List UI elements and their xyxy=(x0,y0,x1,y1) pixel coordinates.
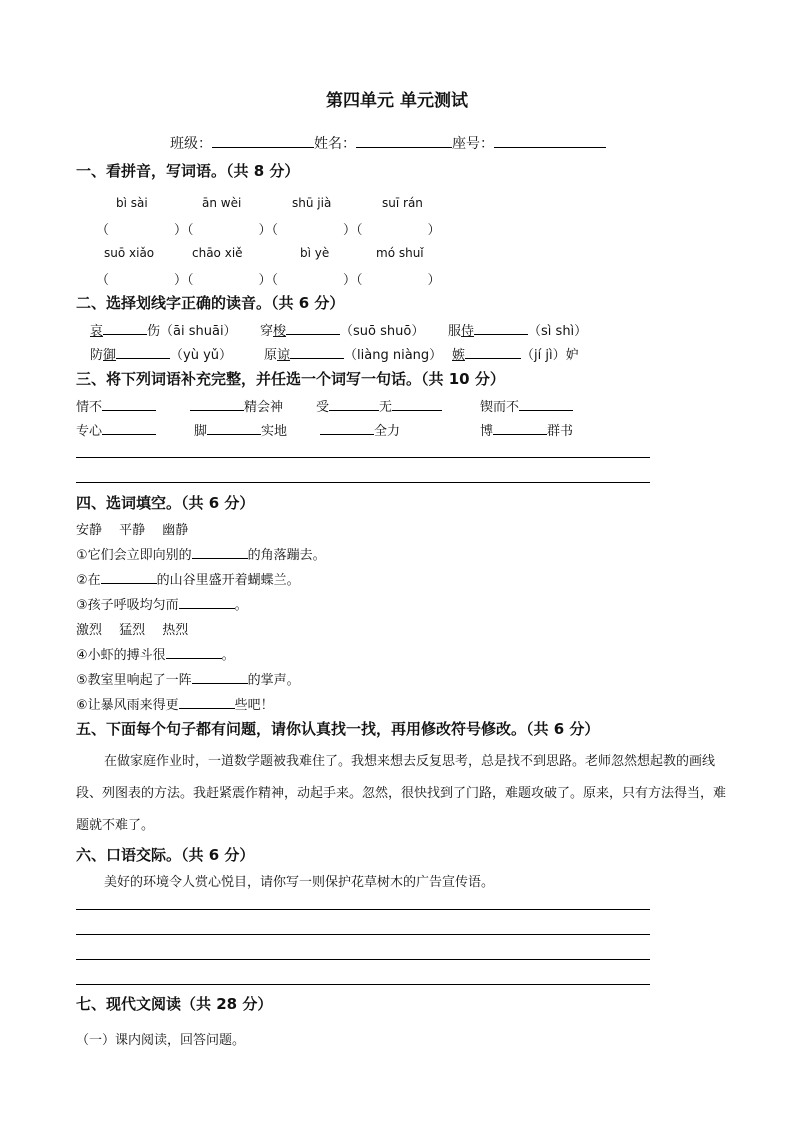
section-3-heading: 三、将下列词语补充完整，并任选一个词写一句话。（共 10 分） xyxy=(76,370,505,388)
idiom-3: 受 无 xyxy=(316,396,442,415)
page-title: 第四单元 单元测试 xyxy=(326,91,468,111)
pinyin-7: bì yè xyxy=(300,246,330,260)
fill-sentence-2: ②在 的山谷里盛开着蝴蝶兰。 xyxy=(76,569,300,588)
pinyin-6: chāo xiě xyxy=(192,246,243,260)
reading-item-5: 原谅 （liàng niàng） xyxy=(264,344,442,363)
section-5-heading: 五、下面每个句子都有问题，请你认真找一找，再用修改符号修改。（共 6 分） xyxy=(76,720,600,738)
sentence-line-2[interactable] xyxy=(76,482,650,483)
seat-label: 座号： xyxy=(452,136,494,152)
idiom-4: 锲而不 xyxy=(480,396,573,415)
section-1-heading: 一、看拼音，写词语。（共 8 分） xyxy=(76,162,300,180)
reading-item-4: 防御 （yù yǔ） xyxy=(90,344,232,363)
reading-item-6: 嫉 （jí jì）妒 xyxy=(452,344,579,363)
idiom-1: 情不 xyxy=(76,396,156,415)
fill-sentence-1: ①它们会立即向别的 的角落蹦去。 xyxy=(76,544,326,563)
idiom-8: 博 群书 xyxy=(480,420,573,439)
reading-item-3: 服侍 （sì shì） xyxy=(448,320,587,339)
section-7-heading: 七、现代文阅读（共 28 分） xyxy=(76,995,273,1013)
answer-line-3[interactable] xyxy=(76,959,650,960)
pinyin-1: bì sài xyxy=(116,196,148,210)
pinyin-2: ān wèi xyxy=(202,196,242,210)
subsection-heading: （一）课内阅读，回答问题。 xyxy=(76,1033,246,1048)
answer-line-1[interactable] xyxy=(76,909,650,910)
fill-sentence-3: ③孩子呼吸均匀而 。 xyxy=(76,594,248,613)
fill-sentence-5: ⑤教室里响起了一阵 的掌声。 xyxy=(76,669,300,688)
pinyin-4: suī rán xyxy=(382,196,423,210)
student-info-line xyxy=(170,133,606,153)
fill-sentence-6: ⑥让暴风雨来得更 些吧！ xyxy=(76,694,274,713)
idiom-2: 精会神 xyxy=(190,396,283,415)
answer-boxes-row-2[interactable]: （ ）（ ）（ ）（ ） xyxy=(96,273,441,288)
sentence-line-1[interactable] xyxy=(76,457,650,458)
idiom-5: 专心 xyxy=(76,420,156,439)
reading-item-1: 哀 伤（āi shuāi） xyxy=(90,320,237,339)
word-choices-1: 安静 平静 幽静 xyxy=(76,523,189,538)
fill-sentence-4: ④小虾的搏斗很 。 xyxy=(76,644,235,663)
class-blank[interactable] xyxy=(212,133,314,148)
name-label: 姓名： xyxy=(314,136,356,152)
name-blank[interactable] xyxy=(356,133,452,148)
pinyin-3: shū jià xyxy=(292,196,332,210)
oral-prompt: 美好的环境令人赏心悦目，请你写一则保护花草树木的广告宣传语。 xyxy=(104,875,495,890)
pinyin-8: mó shuǐ xyxy=(376,246,424,260)
reading-item-2: 穿梭 （suō shuō） xyxy=(260,320,424,339)
seat-blank[interactable] xyxy=(494,133,606,148)
idiom-7: 全力 xyxy=(320,420,400,439)
section-4-heading: 四、选词填空。（共 6 分） xyxy=(76,494,255,512)
word-choices-2: 激烈 猛烈 热烈 xyxy=(76,623,189,638)
section-6-heading: 六、口语交际。（共 6 分） xyxy=(76,846,255,864)
answer-line-2[interactable] xyxy=(76,934,650,935)
idiom-6: 脚 实地 xyxy=(194,420,287,439)
answer-boxes-row-1[interactable]: （ ）（ ）（ ）（ ） xyxy=(96,223,441,238)
section-2-heading: 二、选择划线字正确的读音。（共 6 分） xyxy=(76,294,345,312)
correction-paragraph: 在做家庭作业时，一道数学题被我难住了。我想来想去反复思考，总是找不到思路。老师忽然想起教的画线段、列图表的方法。我赶紧震作精神，动起手来。忽然，很快找到了门路，难题攻破了。原来，只有方法得当，难题就不难了。 xyxy=(76,754,727,833)
answer-line-4[interactable] xyxy=(76,984,650,985)
class-label: 班级： xyxy=(170,136,212,152)
pinyin-5: suō xiǎo xyxy=(104,246,155,260)
